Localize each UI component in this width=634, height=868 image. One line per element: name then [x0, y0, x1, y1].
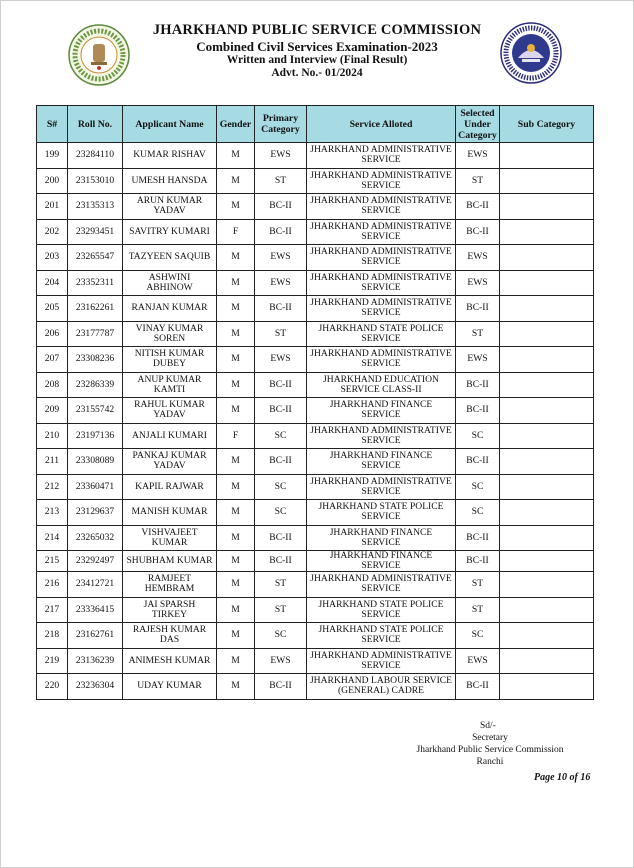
signatory-designation: Secretary	[472, 733, 508, 743]
cell-sub-category	[500, 623, 594, 649]
cell-primary-category: ST	[255, 321, 307, 347]
cell-selected-category: BC-II	[456, 194, 500, 220]
signature-block	[410, 720, 570, 768]
cell-gender: M	[217, 648, 255, 674]
cell-service-alloted: JHARKHAND FINANCE SERVICE	[307, 449, 456, 475]
cell-sub-category	[500, 398, 594, 424]
cell-serial: 217	[37, 597, 68, 623]
table-row	[37, 474, 594, 500]
cell-roll-no: 23153010	[68, 168, 123, 194]
cell-applicant-name: UDAY KUMAR	[123, 674, 217, 700]
cell-roll-no: 23352311	[68, 270, 123, 296]
cell-applicant-name: MANISH KUMAR	[123, 500, 217, 526]
cell-applicant-name: SAVITRY KUMARI	[123, 219, 217, 245]
cell-primary-category: EWS	[255, 270, 307, 296]
cell-selected-category: EWS	[456, 143, 500, 169]
cell-service-alloted: JHARKHAND ADMINISTRATIVE SERVICE	[307, 474, 456, 500]
column-header-serial: S#	[37, 106, 68, 143]
cell-serial: 214	[37, 525, 68, 551]
cell-roll-no: 23162761	[68, 623, 123, 649]
advertisement-number: Advt. No.- 01/2024	[271, 67, 363, 79]
cell-gender: M	[217, 194, 255, 220]
cell-serial: 201	[37, 194, 68, 220]
cell-sub-category	[500, 648, 594, 674]
cell-serial: 206	[37, 321, 68, 347]
cell-serial: 199	[37, 143, 68, 169]
cell-sub-category	[500, 372, 594, 398]
cell-gender: M	[217, 551, 255, 572]
cell-service-alloted: JHARKHAND ADMINISTRATIVE SERVICE	[307, 423, 456, 449]
exam-title: Combined Civil Services Examination-2023	[196, 39, 438, 54]
cell-primary-category: BC-II	[255, 194, 307, 220]
cell-gender: M	[217, 321, 255, 347]
table-row	[37, 347, 594, 373]
cell-selected-category: EWS	[456, 347, 500, 373]
column-header-applicant-name: Applicant Name	[123, 106, 217, 143]
cell-gender: F	[217, 219, 255, 245]
cell-service-alloted: JHARKHAND STATE POLICE SERVICE	[307, 321, 456, 347]
result-title: Written and Interview (Final Result)	[226, 54, 408, 66]
cell-gender: M	[217, 245, 255, 271]
table-row	[37, 648, 594, 674]
cell-primary-category: BC-II	[255, 398, 307, 424]
cell-sub-category	[500, 597, 594, 623]
cell-serial: 204	[37, 270, 68, 296]
cell-roll-no: 23265032	[68, 525, 123, 551]
cell-gender: M	[217, 623, 255, 649]
cell-applicant-name: UMESH HANSDA	[123, 168, 217, 194]
cell-serial: 200	[37, 168, 68, 194]
cell-applicant-name: ANJALI KUMARI	[123, 423, 217, 449]
table-header-row	[37, 106, 594, 143]
commission-logo	[500, 22, 562, 84]
cell-service-alloted: JHARKHAND ADMINISTRATIVE SERVICE	[307, 194, 456, 220]
cell-serial: 218	[37, 623, 68, 649]
table-row	[37, 296, 594, 322]
cell-primary-category: BC-II	[255, 525, 307, 551]
cell-serial: 212	[37, 474, 68, 500]
cell-selected-category: BC-II	[456, 551, 500, 572]
cell-gender: M	[217, 525, 255, 551]
cell-serial: 215	[37, 551, 68, 572]
cell-roll-no: 23177787	[68, 321, 123, 347]
cell-gender: M	[217, 572, 255, 598]
cell-gender: M	[217, 372, 255, 398]
table-row	[37, 219, 594, 245]
cell-roll-no: 23136239	[68, 648, 123, 674]
cell-serial: 205	[37, 296, 68, 322]
table-row	[37, 245, 594, 271]
cell-serial: 216	[37, 572, 68, 598]
cell-primary-category: BC-II	[255, 296, 307, 322]
cell-service-alloted: JHARKHAND FINANCE SERVICE	[307, 398, 456, 424]
table-row	[37, 551, 594, 572]
cell-selected-category: EWS	[456, 648, 500, 674]
cell-gender: M	[217, 474, 255, 500]
table-row	[37, 597, 594, 623]
cell-selected-category: BC-II	[456, 398, 500, 424]
cell-selected-category: SC	[456, 423, 500, 449]
cell-selected-category: EWS	[456, 270, 500, 296]
table-row	[37, 372, 594, 398]
table-row	[37, 194, 594, 220]
cell-selected-category: SC	[456, 500, 500, 526]
cell-applicant-name: VINAY KUMAR SOREN	[123, 321, 217, 347]
cell-gender: M	[217, 500, 255, 526]
cell-applicant-name: KAPIL RAJWAR	[123, 474, 217, 500]
cell-primary-category: EWS	[255, 143, 307, 169]
cell-service-alloted: JHARKHAND ADMINISTRATIVE SERVICE	[307, 245, 456, 271]
cell-gender: M	[217, 143, 255, 169]
cell-applicant-name: KUMAR RISHAV	[123, 143, 217, 169]
cell-sub-category	[500, 449, 594, 475]
table-row	[37, 623, 594, 649]
cell-gender: M	[217, 168, 255, 194]
cell-service-alloted: JHARKHAND LABOUR SERVICE (GENERAL) CADRE	[307, 674, 456, 700]
cell-roll-no: 23286339	[68, 372, 123, 398]
cell-applicant-name: TAZYEEN SAQUIB	[123, 245, 217, 271]
cell-applicant-name: RAJESH KUMAR DAS	[123, 623, 217, 649]
table-row	[37, 449, 594, 475]
cell-sub-category	[500, 270, 594, 296]
cell-primary-category: EWS	[255, 245, 307, 271]
cell-sub-category	[500, 321, 594, 347]
cell-sub-category	[500, 474, 594, 500]
cell-selected-category: BC-II	[456, 449, 500, 475]
cell-roll-no: 23293451	[68, 219, 123, 245]
cell-roll-no: 23336415	[68, 597, 123, 623]
cell-primary-category: BC-II	[255, 551, 307, 572]
cell-selected-category: ST	[456, 597, 500, 623]
cell-gender: M	[217, 674, 255, 700]
cell-selected-category: ST	[456, 572, 500, 598]
cell-selected-category: BC-II	[456, 372, 500, 398]
cell-roll-no: 23360471	[68, 474, 123, 500]
column-header-service-alloted: Service Alloted	[307, 106, 456, 143]
column-header-gender: Gender	[217, 106, 255, 143]
cell-gender: F	[217, 423, 255, 449]
cell-primary-category: BC-II	[255, 372, 307, 398]
cell-primary-category: EWS	[255, 648, 307, 674]
cell-service-alloted: JHARKHAND ADMINISTRATIVE SERVICE	[307, 347, 456, 373]
cell-service-alloted: JHARKHAND ADMINISTRATIVE SERVICE	[307, 168, 456, 194]
cell-service-alloted: JHARKHAND ADMINISTRATIVE SERVICE	[307, 572, 456, 598]
table-row	[37, 674, 594, 700]
cell-selected-category: ST	[456, 321, 500, 347]
cell-gender: M	[217, 597, 255, 623]
cell-sub-category	[500, 168, 594, 194]
cell-sub-category	[500, 194, 594, 220]
cell-serial: 210	[37, 423, 68, 449]
cell-sub-category	[500, 525, 594, 551]
cell-sub-category	[500, 572, 594, 598]
table-row	[37, 143, 594, 169]
page-number: Page 10 of 16	[534, 772, 591, 783]
cell-serial: 220	[37, 674, 68, 700]
cell-selected-category: BC-II	[456, 296, 500, 322]
cell-sub-category	[500, 143, 594, 169]
cell-selected-category: SC	[456, 623, 500, 649]
commission-name: JHARKHAND PUBLIC SERVICE COMMISSION	[152, 22, 482, 38]
cell-primary-category: BC-II	[255, 674, 307, 700]
cell-sub-category	[500, 347, 594, 373]
cell-primary-category: BC-II	[255, 219, 307, 245]
cell-roll-no: 23155742	[68, 398, 123, 424]
cell-sub-category	[500, 296, 594, 322]
cell-service-alloted: JHARKHAND ADMINISTRATIVE SERVICE	[307, 270, 456, 296]
cell-selected-category: BC-II	[456, 219, 500, 245]
cell-sub-category	[500, 423, 594, 449]
cell-serial: 207	[37, 347, 68, 373]
cell-service-alloted: JHARKHAND STATE POLICE SERVICE	[307, 597, 456, 623]
cell-service-alloted: JHARKHAND EDUCATION SERVICE CLASS-II	[307, 372, 456, 398]
table-row	[37, 500, 594, 526]
cell-applicant-name: PANKAJ KUMAR YADAV	[123, 449, 217, 475]
column-header-sub-category: Sub Category	[500, 106, 594, 143]
cell-applicant-name: RAMJEET HEMBRAM	[123, 572, 217, 598]
cell-serial: 211	[37, 449, 68, 475]
cell-primary-category: SC	[255, 423, 307, 449]
cell-roll-no: 23129637	[68, 500, 123, 526]
cell-sub-category	[500, 674, 594, 700]
cell-roll-no: 23292497	[68, 551, 123, 572]
cell-roll-no: 23135313	[68, 194, 123, 220]
cell-roll-no: 23265547	[68, 245, 123, 271]
signatory-organization: Jharkhand Public Service Commission	[416, 745, 564, 755]
cell-service-alloted: JHARKHAND STATE POLICE SERVICE	[307, 623, 456, 649]
cell-applicant-name: RANJAN KUMAR	[123, 296, 217, 322]
cell-applicant-name: ANIMESH KUMAR	[123, 648, 217, 674]
cell-service-alloted: JHARKHAND STATE POLICE SERVICE	[307, 500, 456, 526]
cell-applicant-name: VISHVAJEET KUMAR	[123, 525, 217, 551]
table-body	[37, 143, 594, 700]
cell-sub-category	[500, 245, 594, 271]
cell-serial: 202	[37, 219, 68, 245]
cell-service-alloted: JHARKHAND FINANCE SERVICE	[307, 525, 456, 551]
cell-selected-category: EWS	[456, 245, 500, 271]
column-header-primary-category: Primary Category	[255, 106, 307, 143]
table-row	[37, 168, 594, 194]
results-table	[36, 105, 594, 700]
cell-roll-no: 23412721	[68, 572, 123, 598]
column-header-selected-category: Selected Under Category	[456, 106, 500, 143]
cell-selected-category: SC	[456, 474, 500, 500]
cell-applicant-name: ANUP KUMAR KAMTI	[123, 372, 217, 398]
cell-roll-no: 23308089	[68, 449, 123, 475]
cell-sub-category	[500, 551, 594, 572]
cell-primary-category: SC	[255, 623, 307, 649]
column-header-roll-no: Roll No.	[68, 106, 123, 143]
cell-applicant-name: ARUN KUMAR YADAV	[123, 194, 217, 220]
cell-serial: 219	[37, 648, 68, 674]
cell-applicant-name: NITISH KUMAR DUBEY	[123, 347, 217, 373]
cell-gender: M	[217, 347, 255, 373]
cell-primary-category: ST	[255, 168, 307, 194]
cell-serial: 209	[37, 398, 68, 424]
cell-service-alloted: JHARKHAND ADMINISTRATIVE SERVICE	[307, 143, 456, 169]
cell-sub-category	[500, 219, 594, 245]
cell-roll-no: 23162261	[68, 296, 123, 322]
table-row	[37, 423, 594, 449]
table-row	[37, 321, 594, 347]
cell-roll-no: 23308236	[68, 347, 123, 373]
cell-selected-category: ST	[456, 168, 500, 194]
cell-serial: 203	[37, 245, 68, 271]
cell-applicant-name: RAHUL KUMAR YADAV	[123, 398, 217, 424]
cell-gender: M	[217, 449, 255, 475]
cell-roll-no: 23197136	[68, 423, 123, 449]
cell-applicant-name: SHUBHAM KUMAR	[123, 551, 217, 572]
cell-gender: M	[217, 398, 255, 424]
cell-selected-category: BC-II	[456, 674, 500, 700]
cell-applicant-name: JAI SPARSH TIRKEY	[123, 597, 217, 623]
table-row	[37, 398, 594, 424]
cell-service-alloted: JHARKHAND ADMINISTRATIVE SERVICE	[307, 648, 456, 674]
table-row	[37, 572, 594, 598]
cell-roll-no: 23284110	[68, 143, 123, 169]
table-row	[37, 270, 594, 296]
signature-sd: Sd/-	[480, 721, 496, 731]
cell-gender: M	[217, 270, 255, 296]
cell-service-alloted: JHARKHAND ADMINISTRATIVE SERVICE	[307, 296, 456, 322]
cell-service-alloted: JHARKHAND FINANCE SERVICE	[307, 551, 456, 572]
signatory-city: Ranchi	[476, 757, 504, 767]
cell-applicant-name: ASHWINI ABHINOW	[123, 270, 217, 296]
cell-serial: 213	[37, 500, 68, 526]
cell-gender: M	[217, 296, 255, 322]
cell-primary-category: SC	[255, 474, 307, 500]
cell-primary-category: ST	[255, 572, 307, 598]
cell-primary-category: EWS	[255, 347, 307, 373]
cell-primary-category: SC	[255, 500, 307, 526]
cell-primary-category: BC-II	[255, 449, 307, 475]
cell-service-alloted: JHARKHAND ADMINISTRATIVE SERVICE	[307, 219, 456, 245]
cell-sub-category	[500, 500, 594, 526]
cell-selected-category: BC-II	[456, 525, 500, 551]
cell-primary-category: ST	[255, 597, 307, 623]
cell-serial: 208	[37, 372, 68, 398]
cell-roll-no: 23236304	[68, 674, 123, 700]
table-row	[37, 525, 594, 551]
